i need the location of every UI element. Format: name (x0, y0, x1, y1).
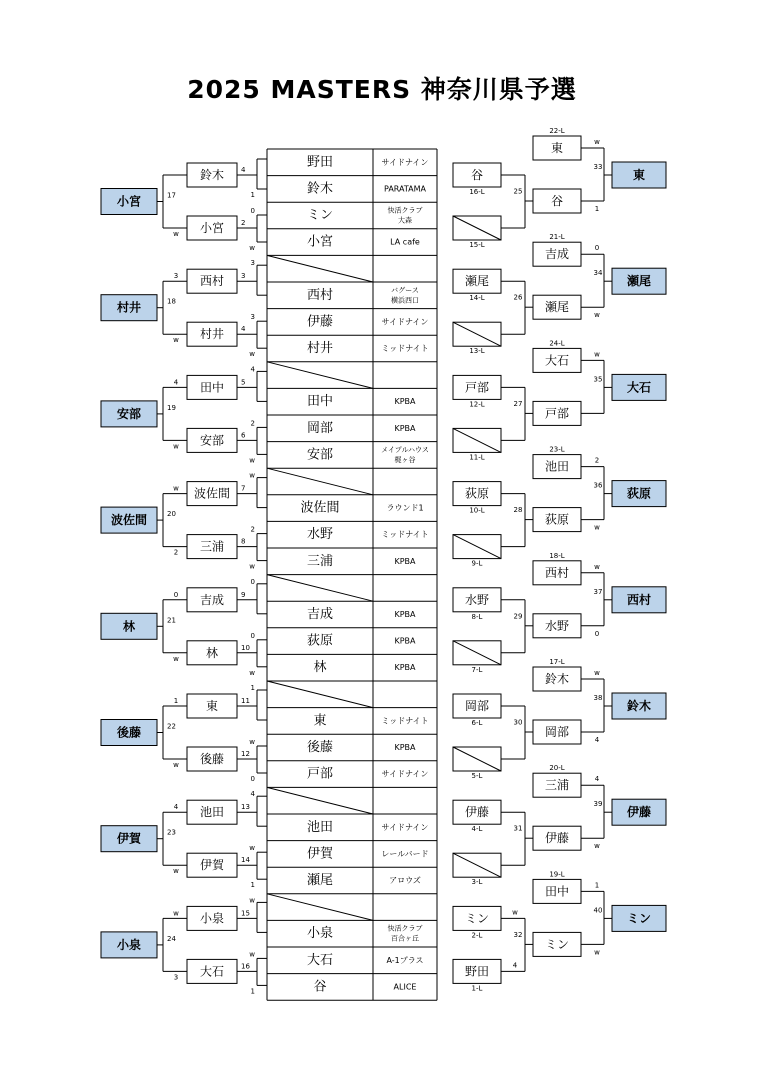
roster-empty-slash (267, 362, 373, 389)
right-r1-label: 12-L (469, 400, 485, 409)
roster-club: 梶ヶ谷 (394, 455, 416, 464)
left-seed: 12 (241, 750, 250, 758)
left-r1-name: 伊賀 (199, 858, 225, 873)
right-r2-score: w (594, 948, 600, 957)
right-r2-score: 0 (594, 244, 600, 253)
left-seed: 5 (241, 378, 246, 387)
left-score: 0 (250, 631, 255, 640)
roster-name: 伊賀 (306, 846, 334, 862)
right-r1-label: 7-L (471, 665, 483, 674)
right-r2-score: w (594, 350, 600, 359)
roster-name: 村井 (306, 341, 334, 356)
right-winner-name: 瀬尾 (626, 274, 652, 289)
left-score: 4 (250, 365, 255, 374)
right-r1-name: 岡部 (464, 699, 490, 713)
roster-empty-slash (267, 255, 373, 282)
left-r1-score: 0 (173, 590, 179, 599)
right-r1-label: 3-L (471, 878, 483, 887)
right-r2-score: w (594, 842, 600, 851)
roster-club: 百合ヶ丘 (391, 934, 419, 943)
right-r1-name: 谷 (470, 168, 484, 182)
right-match-number: 31 (513, 824, 523, 833)
roster-club: サイドナイン (381, 822, 429, 832)
right-r2-label: 23-L (549, 445, 565, 454)
left-seed: 3 (241, 272, 246, 281)
roster-name: 東 (313, 713, 327, 729)
left-r1-score: w (173, 484, 179, 493)
roster-empty-slash (267, 787, 373, 814)
roster-name: 安部 (306, 447, 334, 463)
right-winner-name: 大石 (626, 380, 652, 395)
left-winner-name: 波佐間 (110, 513, 148, 528)
right-r2-label: 21-L (549, 233, 565, 242)
left-winner-name: 後藤 (116, 725, 142, 740)
roster-club: 快活クラブ (387, 206, 423, 215)
roster-club: ミッドナイト (381, 344, 429, 353)
right-match-number: 34 (593, 269, 603, 278)
right-r2-name: 西村 (544, 565, 570, 580)
left-seed: 13 (241, 803, 250, 812)
right-r2-score: w (594, 669, 600, 677)
roster-club: ミッドナイト (381, 716, 429, 726)
right-match-number: 40 (593, 906, 603, 915)
left-r1-score: 4 (173, 803, 179, 812)
right-r2-label: 17-L (549, 658, 565, 666)
roster-empty-slash (267, 575, 373, 602)
left-score: w (249, 471, 255, 480)
right-winner-name: 鈴木 (626, 699, 652, 713)
right-r2-score: w (594, 523, 600, 532)
roster-club: バグース (391, 286, 419, 295)
left-r1-score: w (173, 909, 179, 918)
roster-name: 池田 (306, 819, 334, 835)
roster-club: PARATAMA (384, 184, 426, 194)
left-match-number: 21 (167, 616, 176, 625)
left-score: 2 (250, 525, 255, 534)
roster-name: 吉成 (306, 607, 334, 622)
right-winner-name: 荻原 (626, 486, 652, 501)
right-r2-name: 荻原 (544, 512, 570, 527)
right-winner-name: 伊藤 (626, 805, 652, 820)
right-r2-name: 瀬尾 (544, 300, 570, 315)
right-r1-label: 9-L (471, 559, 483, 568)
roster-club: KPBA (394, 636, 416, 646)
right-r2-name: 伊藤 (544, 831, 570, 846)
roster-club: 快活クラブ (387, 924, 423, 933)
right-r1-label: 16-L (469, 188, 485, 196)
right-r2-score: 1 (594, 881, 600, 890)
roster-club: メイプルハウス (381, 445, 429, 454)
right-r1-label: 13-L (469, 347, 485, 356)
left-score: 4 (250, 790, 255, 799)
left-r1-score: w (173, 442, 179, 451)
left-score: w (249, 738, 255, 746)
right-r2-name: 東 (550, 141, 564, 155)
roster-club: サイドナイン (381, 157, 429, 167)
right-r2-label: 22-L (549, 127, 565, 135)
roster-club: サイドナイン (381, 317, 429, 327)
left-r1-score: w (173, 230, 179, 238)
right-r1-name: ミン (464, 911, 490, 926)
roster-club: レールバード (381, 849, 429, 859)
right-match-number: 28 (513, 506, 523, 515)
roster-name: 三浦 (306, 553, 334, 569)
left-seed: 6 (241, 431, 246, 440)
roster-name: 岡部 (306, 420, 334, 436)
left-score: w (249, 668, 255, 677)
right-r1-label: 5-L (471, 772, 483, 780)
right-r1-name: 伊藤 (464, 805, 490, 820)
left-r1-score: 4 (173, 378, 179, 387)
left-match-number: 20 (167, 510, 176, 519)
left-r1-name: 三浦 (199, 539, 225, 554)
left-score: w (249, 896, 255, 905)
roster-name: 荻原 (306, 633, 334, 649)
left-r1-score: 1 (173, 697, 179, 705)
right-r1-name: 水野 (464, 592, 490, 607)
roster-club: サイドナイン (381, 769, 429, 779)
roster-club: アロウズ (389, 876, 421, 885)
right-r2-score: 0 (594, 629, 600, 638)
right-r2-score: w (594, 562, 600, 571)
right-r2-name: 三浦 (544, 778, 570, 793)
left-winner-name: 安部 (116, 406, 142, 421)
right-r1-name: 戸部 (464, 380, 490, 395)
left-score: 1 (250, 191, 255, 199)
left-seed: 4 (241, 166, 246, 174)
left-seed: 9 (241, 590, 246, 599)
right-r2-label: 19-L (549, 870, 565, 879)
right-r2-label: 20-L (549, 764, 565, 773)
left-r1-score: w (173, 867, 179, 876)
right-r2-score: 4 (594, 775, 600, 784)
right-match-number: 38 (593, 694, 603, 702)
left-match-number: 24 (167, 934, 176, 943)
right-match-number: 27 (513, 399, 523, 408)
right-r2-name: 鈴木 (544, 672, 570, 686)
left-seed: 14 (241, 856, 250, 865)
left-r1-name: 村井 (199, 327, 225, 342)
left-score: 0 (250, 577, 255, 586)
left-r1-name: 小宮 (199, 221, 225, 235)
roster-name: 伊藤 (306, 314, 334, 330)
roster-name: 後藤 (306, 740, 334, 755)
left-winner-name: 伊賀 (116, 831, 142, 846)
right-r2-label: 24-L (549, 339, 565, 348)
left-r1-name: 鈴木 (199, 168, 225, 182)
left-seed: 8 (241, 537, 246, 546)
right-r2-name: 大石 (544, 353, 570, 368)
left-seed: 15 (241, 909, 250, 918)
left-r1-name: 田中 (199, 380, 225, 395)
left-score: 0 (250, 207, 255, 215)
roster-name: 西村 (306, 287, 334, 303)
roster-name: 波佐間 (300, 500, 340, 516)
roster-name: 小泉 (306, 926, 334, 942)
roster-club: ALICE (393, 982, 417, 992)
left-score: w (249, 350, 255, 359)
roster-club: KPBA (394, 423, 416, 433)
right-r2-name: ミン (544, 937, 570, 952)
left-r1-name: 西村 (199, 274, 225, 289)
left-winner-name: 林 (122, 619, 136, 634)
left-r1-name: 吉成 (199, 592, 225, 607)
right-match-number: 37 (593, 587, 603, 596)
roster-name: 水野 (306, 527, 334, 543)
left-score: 1 (250, 881, 255, 890)
roster-name: 大石 (306, 952, 334, 968)
left-seed: 11 (241, 697, 250, 705)
right-match-number: 30 (513, 718, 523, 727)
right-r1-name: 野田 (464, 964, 490, 979)
right-r2-name: 池田 (544, 459, 570, 474)
left-r1-score: 3 (173, 272, 179, 281)
left-r1-name: 林 (205, 645, 219, 660)
roster-club: ミッドナイト (381, 530, 429, 540)
roster-empty-slash (267, 681, 373, 708)
roster-name: 戸部 (306, 766, 334, 782)
right-r2-score: w (594, 311, 600, 320)
left-score: 1 (250, 684, 255, 692)
right-r1-label: 15-L (469, 241, 485, 249)
right-r1-score: w (512, 908, 518, 917)
roster-name: 林 (313, 660, 327, 676)
right-r2-label: 18-L (549, 551, 565, 560)
left-score: w (249, 844, 255, 853)
left-r1-name: 後藤 (199, 752, 225, 766)
roster-name: 野田 (306, 154, 334, 170)
left-winner-name: 村井 (116, 300, 142, 315)
roster-name: 田中 (306, 394, 334, 410)
roster-name: 鈴木 (306, 181, 334, 197)
left-r1-score: 2 (173, 548, 179, 557)
roster-name: 瀬尾 (306, 873, 334, 888)
left-r1-score: w (173, 336, 179, 345)
right-r1-name: 荻原 (464, 486, 490, 501)
left-r1-name: 池田 (199, 805, 225, 820)
page-title: 2025 MASTERS 神奈川県予選 (187, 75, 577, 104)
left-match-number: 22 (167, 722, 176, 731)
roster-name: 谷 (313, 979, 327, 995)
right-r1-label: 11-L (469, 453, 485, 462)
right-r1-label: 14-L (469, 294, 485, 303)
left-seed: 10 (241, 643, 250, 652)
right-winner-name: ミン (626, 911, 652, 926)
right-match-number: 35 (593, 375, 603, 384)
right-r1-label: 8-L (471, 612, 483, 621)
left-match-number: 17 (167, 191, 176, 200)
right-r2-name: 吉成 (544, 247, 570, 262)
left-score: 3 (250, 313, 255, 322)
left-score: 0 (250, 775, 255, 783)
right-r2-score: 4 (594, 736, 600, 744)
left-seed: 2 (241, 219, 246, 227)
roster-club: KPBA (394, 743, 416, 752)
roster-club: KPBA (394, 663, 416, 673)
roster-empty-slash (267, 894, 373, 921)
roster-club: KPBA (394, 556, 416, 566)
roster-club: KPBA (394, 610, 416, 619)
roster-club: KPBA (394, 397, 416, 407)
right-r2-name: 谷 (550, 194, 564, 208)
right-match-number: 29 (513, 612, 523, 621)
right-match-number: 25 (513, 187, 523, 196)
right-r2-name: 田中 (544, 884, 570, 899)
left-match-number: 18 (167, 297, 176, 306)
left-match-number: 23 (167, 828, 176, 837)
left-r1-name: 大石 (199, 964, 225, 979)
left-score: w (249, 562, 255, 571)
right-r1-name: 瀬尾 (464, 274, 490, 289)
left-r1-score: w (173, 654, 179, 663)
left-score: 1 (250, 987, 255, 996)
left-r1-score: w (173, 761, 179, 769)
left-seed: 16 (241, 962, 250, 971)
roster-empty-slash (267, 468, 373, 495)
right-match-number: 26 (513, 293, 523, 302)
left-r1-name: 東 (205, 699, 219, 713)
right-r2-score: 2 (594, 456, 600, 465)
right-match-number: 36 (593, 481, 603, 490)
left-match-number: 19 (167, 403, 176, 412)
right-winner-name: 東 (632, 168, 646, 182)
left-score: 3 (250, 259, 255, 268)
roster-club: LA cafe (390, 237, 420, 247)
right-match-number: 39 (593, 800, 603, 809)
right-r1-label: 6-L (471, 719, 483, 727)
left-seed: 7 (241, 484, 246, 493)
right-r1-label: 1-L (471, 984, 483, 993)
left-seed: 4 (241, 325, 246, 334)
right-r1-label: 2-L (471, 931, 483, 940)
right-r2-name: 岡部 (544, 725, 570, 739)
left-r1-name: 安部 (199, 433, 225, 448)
right-r1-label: 4-L (471, 825, 483, 834)
roster-club: 横浜西口 (391, 296, 419, 305)
roster-club: A-1プラス (386, 955, 424, 965)
right-r2-score: 1 (594, 205, 600, 213)
right-match-number: 32 (513, 930, 523, 939)
right-r1-score: 4 (512, 961, 518, 970)
left-score: w (249, 456, 255, 465)
left-score: w (249, 950, 255, 959)
roster-name: ミン (306, 208, 334, 223)
left-winner-name: 小泉 (116, 937, 142, 952)
roster-club: 大森 (398, 216, 412, 225)
left-winner-name: 小宮 (116, 194, 142, 209)
roster-club: ラウンド1 (386, 503, 424, 513)
right-r2-name: 水野 (544, 618, 570, 633)
left-r1-name: 波佐間 (193, 486, 231, 501)
right-r1-label: 10-L (469, 506, 485, 515)
left-r1-name: 小泉 (199, 911, 225, 926)
left-score: 2 (250, 419, 255, 428)
right-match-number: 33 (593, 163, 603, 171)
right-r2-score: w (594, 138, 600, 146)
right-winner-name: 西村 (626, 592, 652, 607)
left-score: w (249, 244, 255, 252)
roster-name: 小宮 (306, 234, 334, 250)
left-r1-score: 3 (173, 973, 179, 982)
right-r2-name: 戸部 (544, 406, 570, 421)
